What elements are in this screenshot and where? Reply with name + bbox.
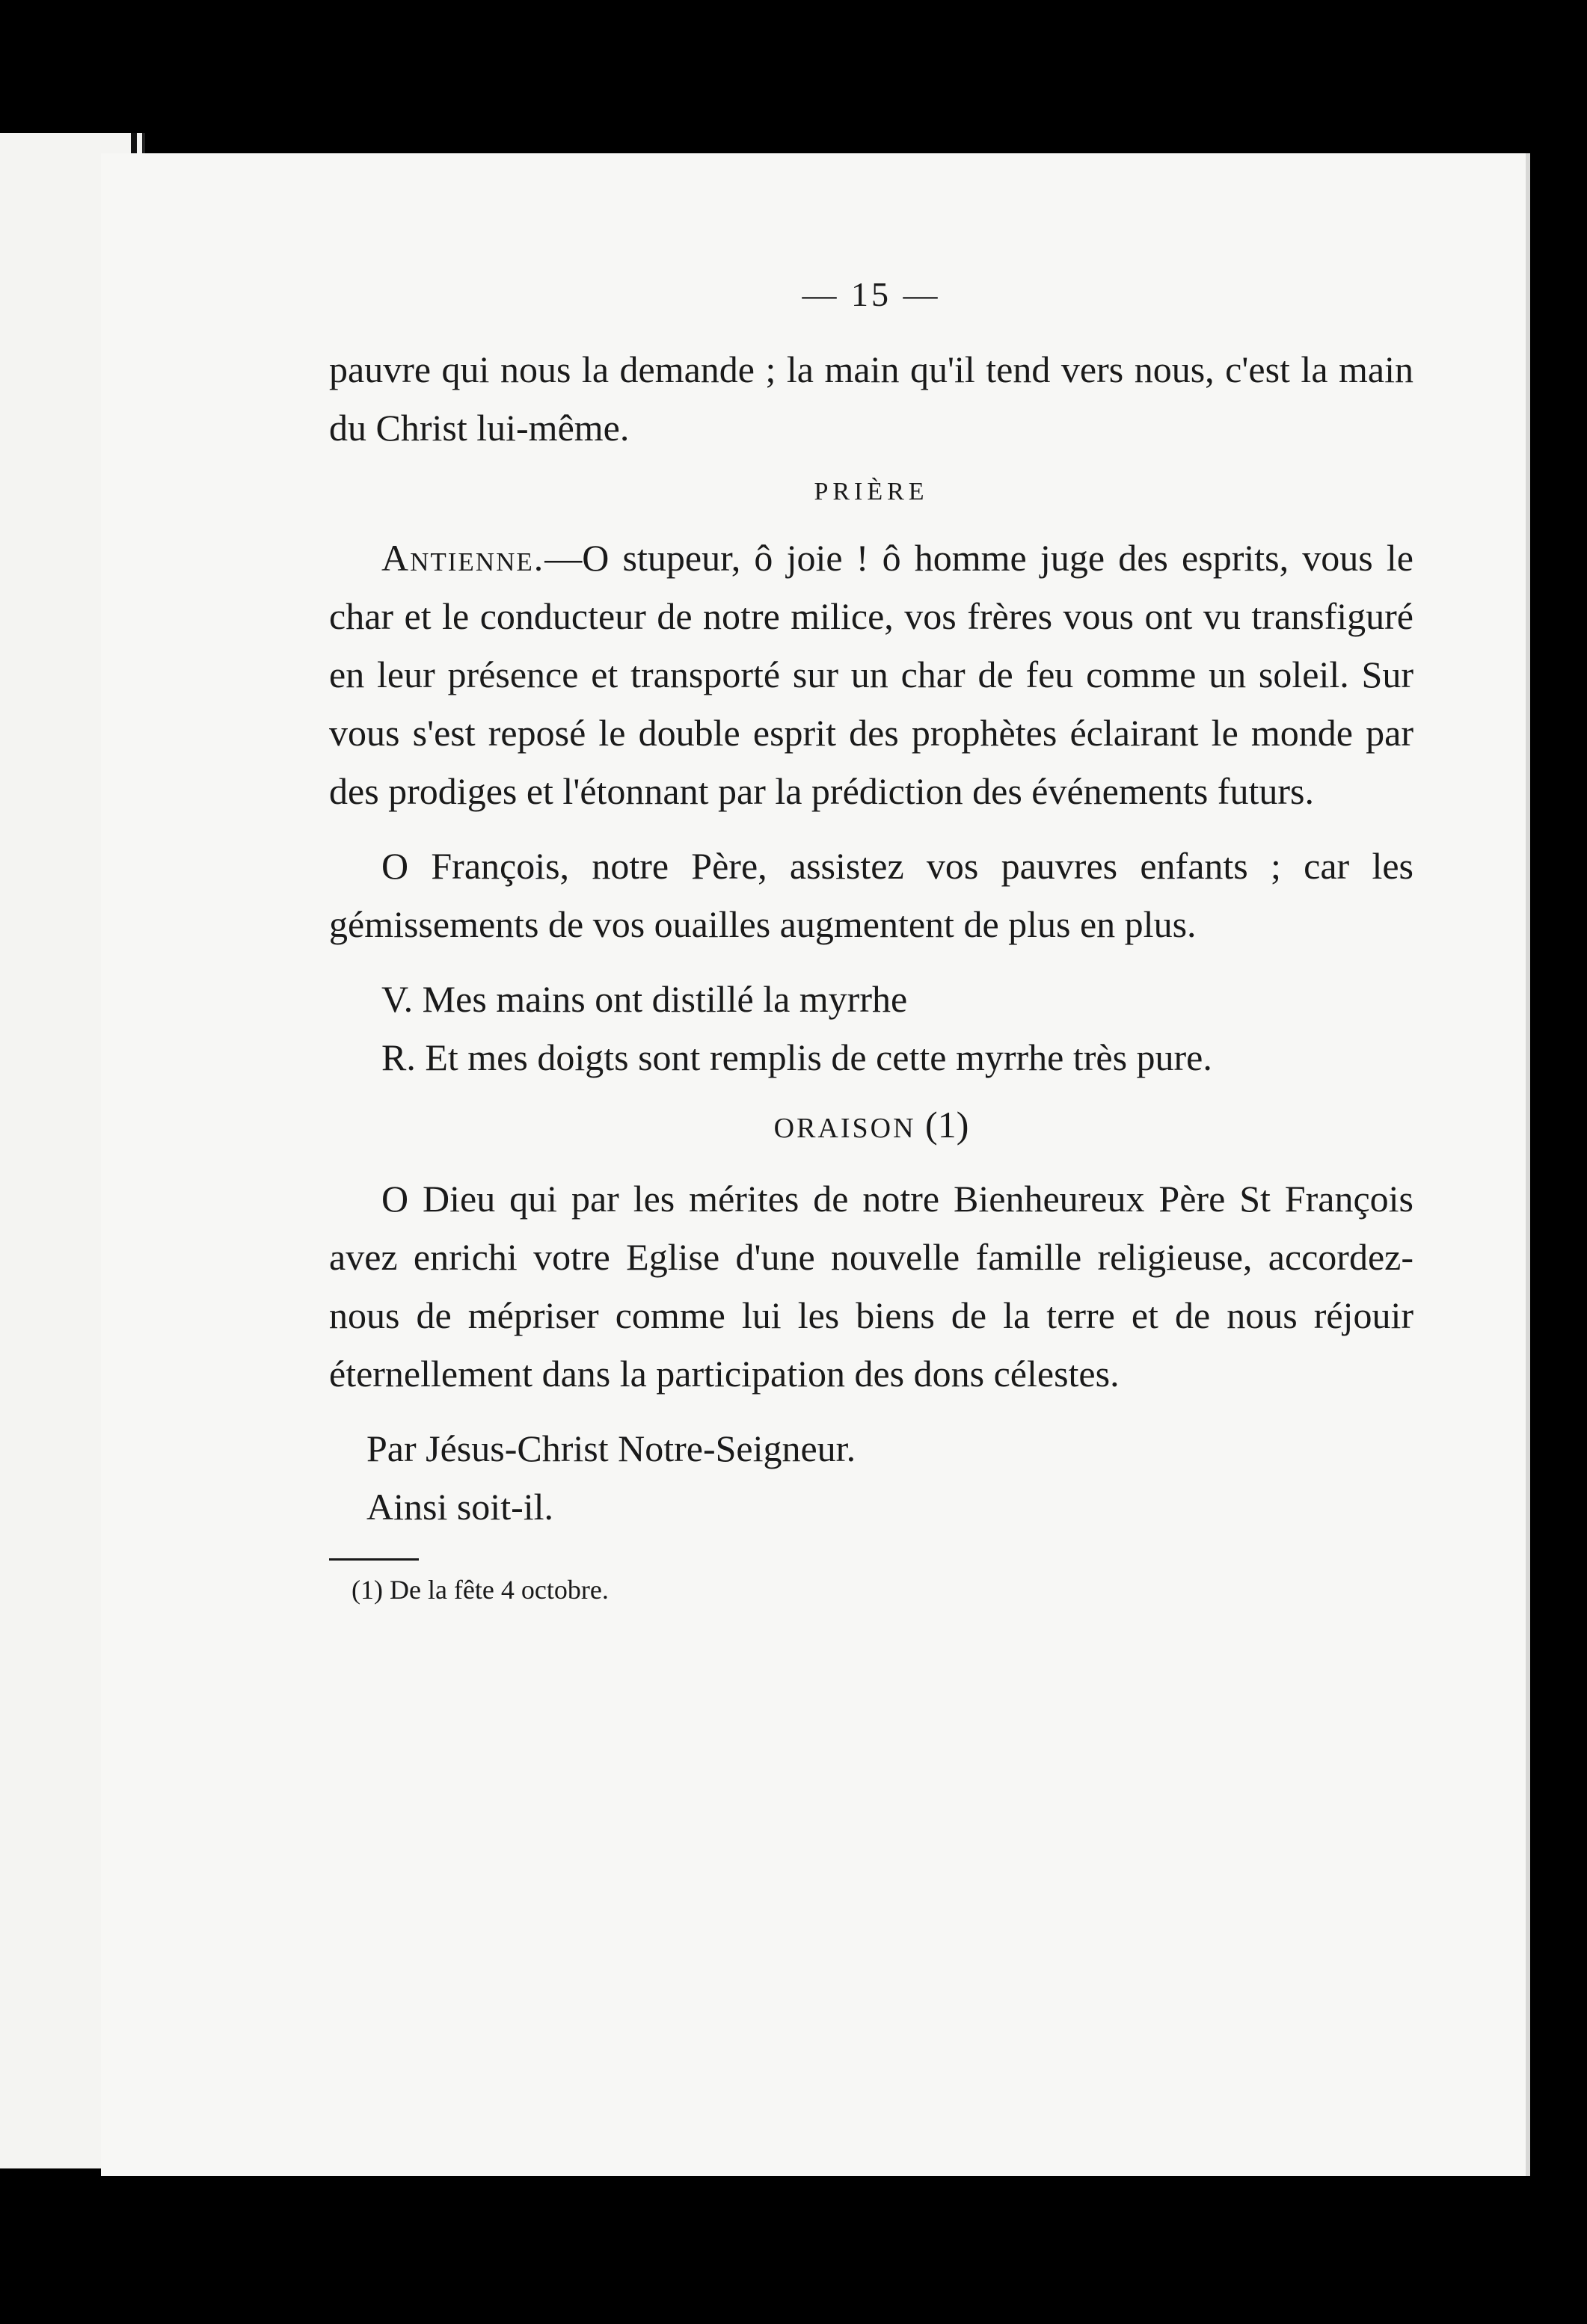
continuation-paragraph: pauvre qui nous la demande ; la main qu'il tend vers nous, c'est la main du Christ lui-même. [329,348,1413,449]
versicle-line: V. Mes mains ont distillé la myrrhe [381,978,908,1020]
footnote-separator [329,1558,419,1561]
oraison-paragraph: O Dieu qui par les mérites de notre Bienheureux Père St François avez enrichi votre Eglise d'une nouvelle famille religieuse, accordez-nous de mépriser comme lui les biens de la terre et de nous réjouir éternellement dans la participation des dons célestes. [329,1178,1413,1395]
invocation-paragraph: O François, notre Père, assistez vos pauvres enfants ; car les gémissements de vos ouailles augmentent de plus en plus. [329,845,1413,945]
closing-line-2: Ainsi soit-il. [366,1486,554,1528]
antienne-paragraph [329,529,1413,820]
page-number: — 15 — [802,275,941,313]
response-paragraph: R. Et mes doigts sont remplis de cette myrrhe très pure. [381,1036,1212,1078]
antienne-label: Antienne. [381,537,545,579]
oraison-heading-text: ORAISON [773,1113,916,1144]
closing-line-1: Par Jésus-Christ Notre-Seigneur. [366,1427,856,1469]
antienne-text: —O stupeur, ô joie ! ô homme juge des esprits, vous le char et le conducteur de notre milice, vos frères vous ont vu transfiguré en leur présence et transporté sur un char de feu comme un soleil. Sur vous s'est reposé le double esprit des prophètes éclairant le monde par des prodiges et l'étonnant par la prédiction des événements futurs. [329,537,1413,812]
footnote: (1) De la fête 4 octobre. [352,1575,609,1605]
oraison-heading [329,1095,1413,1158]
oraison-footnote-ref: (1) [925,1104,969,1146]
page-text-block [329,265,1413,1607]
book-page [101,153,1526,2176]
priere-heading: PRIÈRE [814,478,929,505]
